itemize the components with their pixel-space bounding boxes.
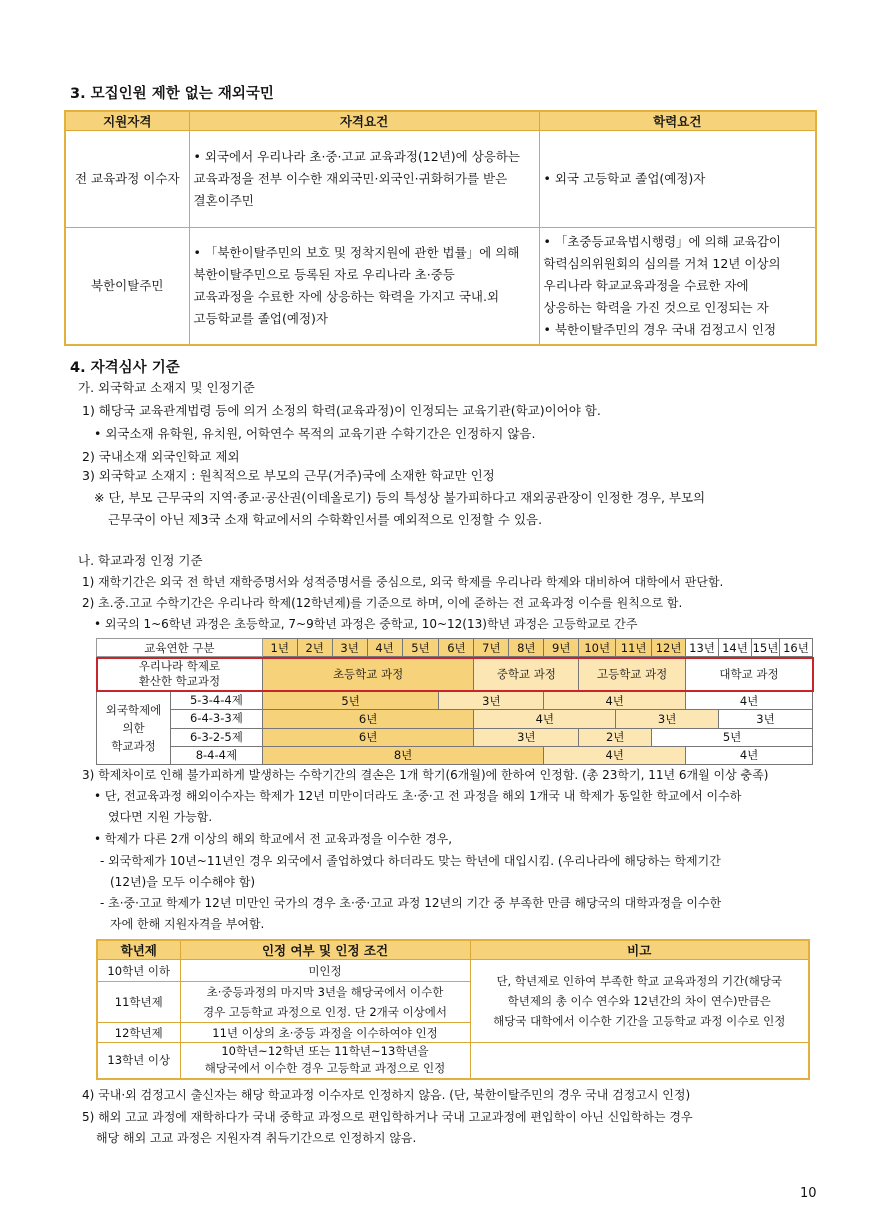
- cell-requirement: [189, 131, 539, 228]
- note-cell: [470, 960, 809, 1043]
- segment: 4년: [544, 746, 686, 764]
- col-header: 비고: [470, 940, 809, 960]
- req-line: • 외국에서 우리나라 초·중·고교 교육과정(12년)에 상응하는: [193, 149, 520, 164]
- subsection-ga: 가. 외국학교 소재지 및 인정기준: [78, 380, 255, 395]
- stage-middle: 중학교 과정: [474, 657, 579, 692]
- edu-line: 학력심의위원회의 심의를 거쳐 12년 이상의: [543, 255, 781, 271]
- stage-high: 고등학교 과정: [579, 657, 686, 692]
- year-cell: 14년: [719, 639, 752, 657]
- year-cell: 12년: [652, 639, 686, 657]
- year-cell: 9년: [544, 639, 579, 657]
- body-line: 해당 해외 고교 과정은 지원자격 취득기간으로 인정하지 않음.: [96, 1131, 417, 1145]
- body-line: ※ 단, 부모 근무국의 지역·종교·공산권(이데올로기) 등의 특성상 불가피하다고 재외공관장이 인정한 경우, 부모의: [94, 490, 706, 505]
- stage-university: 대학교 과정: [686, 657, 813, 692]
- year-cell: 6년: [439, 639, 474, 657]
- body-line: - 초·중·고교 학제가 12년 미만인 국가의 경우 초·중·고교 과정 12년의 기간 중 부족한 만큼 해당국의 대학과정을 이수한: [100, 896, 722, 910]
- table-row: [65, 131, 816, 228]
- grade-cell: 11학년제: [97, 982, 180, 1023]
- cond-cell: 11년 이상의 초·중등 과정을 이수하여야 인정: [180, 1023, 470, 1043]
- korea-label-line: 환산한 학교과정: [138, 674, 221, 688]
- cond-cell: [180, 982, 470, 1023]
- segment: 8년: [262, 746, 544, 764]
- grade-condition-table: [96, 939, 810, 1080]
- year-cell: 1년: [262, 639, 297, 657]
- segment: 3년: [616, 710, 719, 728]
- segment: 4년: [686, 746, 813, 764]
- table-row: [97, 960, 809, 982]
- segment: 6년: [262, 710, 474, 728]
- body-line: 근무국이 아닌 제3국 소재 학교에서의 수학확인서를 예외적으로 인정할 수 있음.: [108, 512, 543, 527]
- body-line: 2) 초.중.고교 수학기간은 우리나라 학제(12학년제)를 기준으로 하며, 이에 준하는 전 교육과정 이수를 원칙으로 함.: [82, 596, 683, 610]
- korea-stage-row: [97, 657, 813, 692]
- segment: 3년: [719, 710, 813, 728]
- system-name: 5-3-4-4제: [171, 692, 262, 710]
- body-line: 3) 학제차이로 인해 불가피하게 발생하는 수학기간의 결손은 1개 학기(6개월)에 한하여 인정함. (총 23학기, 11년 6개월 이상 충족): [82, 768, 769, 782]
- col-header: 학력요건: [539, 111, 816, 131]
- foreign-row: [97, 692, 813, 710]
- foreign-label-line: 의한: [122, 721, 145, 735]
- years-header-row: [97, 639, 813, 657]
- cell-qualification: 북한이탈주민: [65, 228, 189, 345]
- body-line: 3) 외국학교 소재지 : 원칙적으로 부모의 근무(거주)국에 소재한 학교만 인정: [82, 468, 495, 483]
- foreign-block: [97, 692, 263, 765]
- table-row: [65, 228, 816, 345]
- body-line: • 단, 전교육과정 해외이수자는 학제가 12년 미만이더라도 초·중·고 전 과정을 해외 1개국 내 학제가 동일한 학교에서 이수하: [94, 789, 742, 803]
- section-4-title: 4. 자격심사 기준: [70, 360, 180, 376]
- page-number: 10: [800, 1186, 817, 1201]
- segment: 3년: [474, 728, 579, 746]
- korea-label-line: 우리나라 학제로: [138, 659, 221, 673]
- year-cell: 10년: [579, 639, 616, 657]
- body-line: - 외국학제가 10년~11년인 경우 외국에서 졸업하였다 하더라도 맞는 학년에 대입시킴. (우리나라에 해당하는 학제기간: [100, 854, 721, 868]
- body-line: 2) 국내소재 외국인학교 제외: [82, 449, 240, 464]
- body-line: 1) 해당국 교육관계법령 등에 의거 소정의 학력(교육과정)이 인정되는 교육기관(학교)이어야 함.: [82, 403, 601, 418]
- col-header: 자격요건: [189, 111, 539, 131]
- segment: 4년: [474, 710, 616, 728]
- cond-line: 경우 고등학교 과정으로 인정. 단 2개국 이상에서: [203, 1005, 447, 1019]
- cell-qualification: 전 교육과정 이수자: [65, 131, 189, 228]
- year-cell: 3년: [332, 639, 367, 657]
- segment: 3년: [439, 692, 544, 710]
- body-line: 자에 한해 지원자격을 부여함.: [110, 917, 265, 931]
- table-row: [97, 1043, 809, 1079]
- stage-elementary: 초등학교 과정: [262, 657, 474, 692]
- col-header: 지원자격: [65, 111, 189, 131]
- school-years-table: [96, 638, 813, 765]
- body-line: 4) 국내·외 검정고시 출신자는 해당 학교과정 이수자로 인정하지 않음. (단, 북한이탈주민의 경우 국내 검정고시 인정): [82, 1088, 691, 1102]
- years-header-label: 교육연한 구분: [97, 639, 263, 657]
- req-line: • 「북한이탈주민의 보호 및 정착지원에 관한 법률」에 의해: [193, 244, 520, 260]
- cell-requirement: [189, 228, 539, 345]
- section-3-title: 3. 모집인원 제한 없는 재외국민: [70, 86, 274, 102]
- year-cell: 5년: [402, 639, 439, 657]
- req-line: 교육과정을 전부 이수한 재외국민·외국인·귀화허가를 받은: [193, 171, 508, 186]
- edu-line: • 북한이탈주민의 경우 국내 검정고시 인정: [543, 321, 777, 337]
- segment: 4년: [686, 692, 813, 710]
- foreign-label: [97, 692, 171, 764]
- edu-line: 상응하는 학력을 가진 것으로 인정되는 자: [543, 299, 769, 315]
- foreign-system-names: [171, 692, 262, 764]
- year-cell: 7년: [474, 639, 509, 657]
- req-line: 결혼이주민: [193, 193, 254, 208]
- year-cell: 16년: [779, 639, 812, 657]
- cond-cell: 미인정: [180, 960, 470, 982]
- col-header: 인정 여부 및 인정 조건: [180, 940, 470, 960]
- year-cell: 15년: [752, 640, 779, 655]
- edu-line: • 「초중등교육법시행령」에 의해 교육감이: [543, 233, 781, 249]
- body-line: (12년)을 모두 이수해야 함): [110, 875, 256, 889]
- section-3-table: [64, 110, 817, 346]
- segment: 5년: [262, 692, 439, 710]
- body-line: 1) 재학기간은 외국 전 학년 재학증명서와 성적증명서를 중심으로, 외국 학제를 우리나라 학제와 대비하여 대학에서 판단함.: [82, 575, 724, 589]
- cond-line: 해당국에서 이수한 경우 고등학교 과정으로 인정: [204, 1061, 446, 1076]
- year-cell: 2년: [297, 639, 332, 657]
- req-line: 북한이탈주민으로 등록된 자로 우리나라 초·중등: [193, 266, 455, 282]
- edu-line: • 외국 고등학교 졸업(예정)자: [543, 171, 706, 186]
- note-cell-empty: [470, 1043, 809, 1079]
- grade-cell: 13학년 이상: [97, 1043, 180, 1079]
- col-header: 학년제: [97, 940, 180, 960]
- cond-line: 초·중등과정의 마지막 3년을 해당국에서 이수한: [206, 985, 444, 999]
- subsection-na: 나. 학교과정 인정 기준: [78, 553, 203, 568]
- segment: 5년: [652, 728, 813, 746]
- note-line: 학년제의 총 이수 연수와 12년간의 차이 연수)만큼은: [507, 994, 771, 1008]
- cell-education: [539, 131, 816, 228]
- body-line: 5) 해외 고교 과정에 재학하다가 국내 중학교 과정으로 편입학하거나 국내 고교과정에 편입학이 아닌 신입학하는 경우: [82, 1110, 693, 1124]
- system-name: 8-4-4제: [195, 747, 238, 762]
- year-cell: 8년: [509, 639, 544, 657]
- body-line: 였다면 지원 가능함.: [108, 810, 213, 824]
- year-cell: 13년: [686, 639, 719, 657]
- grade-cell: 10학년 이하: [97, 960, 180, 982]
- cond-cell: [180, 1043, 470, 1079]
- cond-line: 10학년~12학년 또는 11학년~13학년을: [221, 1044, 429, 1059]
- korea-stage-label: [97, 657, 263, 692]
- year-cell: 11년: [616, 639, 652, 657]
- segment: 6년: [262, 728, 474, 746]
- note-line: 해당국 대학에서 이수한 기간을 고등학교 과정 이수로 인정: [493, 1014, 786, 1028]
- grade-cell: 12학년제: [97, 1023, 180, 1043]
- body-line: • 학제가 다른 2개 이상의 해외 학교에서 전 교육과정을 이수한 경우,: [94, 832, 453, 846]
- body-line: • 외국의 1~6학년 과정은 초등학교, 7~9학년 과정은 중학교, 10~12(13)학년 과정은 고등학교로 간주: [94, 617, 638, 631]
- system-name: 6-3-2-5제: [171, 729, 262, 747]
- body-line: • 외국소재 유학원, 유치원, 어학연수 목적의 교육기관 수학기간은 인정하지 않음.: [94, 426, 536, 441]
- req-line: 교육과정을 수료한 자에 상응하는 학력을 가지고 국내.외: [193, 288, 500, 304]
- foreign-label-line: 외국학제에: [105, 703, 162, 717]
- segment: 4년: [544, 692, 686, 710]
- year-cell: 4년: [367, 639, 402, 657]
- note-line: 단, 학년제로 인하여 부족한 학교 교육과정의 기간(해당국: [496, 974, 783, 988]
- segment: 2년: [579, 728, 652, 746]
- cell-education: [539, 228, 816, 345]
- foreign-label-line: 학교과정: [111, 739, 156, 753]
- req-line: 고등학교를 졸업(예정)자: [193, 310, 328, 326]
- system-name: 6-4-3-3제: [171, 710, 262, 728]
- edu-line: 우리나라 학교교육과정을 수료한 자에: [543, 277, 749, 293]
